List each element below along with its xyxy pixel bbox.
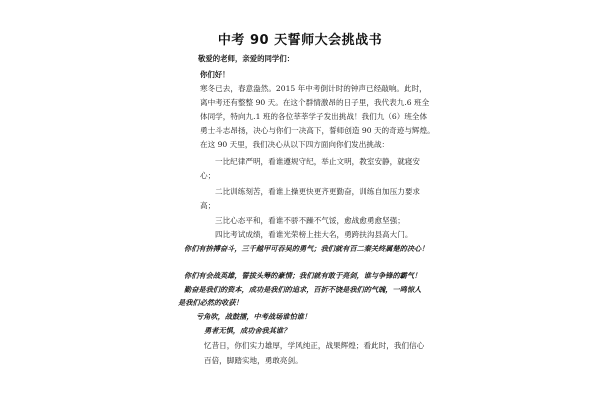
challenge-item-2: 二比训练刻苦，看谁上操更快更齐更勤奋，训练自加压力要求 — [215, 187, 421, 196]
body-line: 离中考还有整整 90 天。在这个群情激昂的日子里，我代表九.6 班全 — [200, 98, 430, 107]
declaration-line: 勤奋是我们的资本，成功是我们的追求，百折不饶是我们的气魄，一鸣惊人 — [184, 285, 422, 294]
challenge-item-4: 四比考试成绩，看谁光荣榜上挂大名，勇跨扶沟县高大门。 — [215, 230, 413, 239]
challenge-item-3: 三比心态平和，看谁不骄不躁不气馁，愈战愈勇愈坚强； — [215, 216, 405, 225]
challenge-item-2-cont: 高； — [200, 201, 216, 210]
closing-line: 百倍，脚踏实地，勇敢亮剑。 — [204, 356, 303, 365]
body-line: 体同学，特向九.1 班的各位莘莘学子发出挑战！我们九（6）班全体 — [200, 112, 428, 121]
declaration-line: 勇者无惧，成功舍我其谁？ — [204, 326, 291, 335]
declaration-line: 是我们必然的收获！ — [178, 298, 243, 307]
declaration-line: 你们有拚搏奋斗，三千越甲可吞吴的勇气；我们就有百二秦关终属楚的决心！ — [184, 244, 429, 253]
declaration-line: 你们有会战英雄，誓拔头筹的豪情；我们就有敢于亮剑，谁与争锋的霸气！ — [184, 271, 422, 280]
declaration-line: 亏角吹，战鼓擂，中考战场谁怕谁！ — [196, 312, 312, 321]
greeting-line: 你们好！ — [200, 70, 230, 79]
body-line: 寒冬已去，春意盎然。2015 年中考倒计时的钟声已经敲响。此时， — [200, 84, 427, 93]
body-line: 在这 90 天里，我们决心从以下四方面向你们发出挑战： — [200, 140, 390, 149]
document-title: 中考 90 天誓师大会挑战书 — [217, 33, 383, 48]
salutation-line: 敬爱的老师，亲爱的同学们： — [198, 54, 295, 63]
closing-line: 忆昔日，你们实力雄厚，学风纯正，战果辉煌；看此时，我们信心 — [204, 341, 425, 350]
challenge-item-1: 一比纪律严明，看谁遵规守纪，举止文明，教室安静，就寝安 — [215, 157, 421, 166]
challenge-item-1-cont: 心； — [200, 171, 216, 180]
body-line: 勇士斗志昂扬，决心与你们一决高下，誓师创造 90 天的奇迹与辉煌。 — [200, 126, 435, 135]
